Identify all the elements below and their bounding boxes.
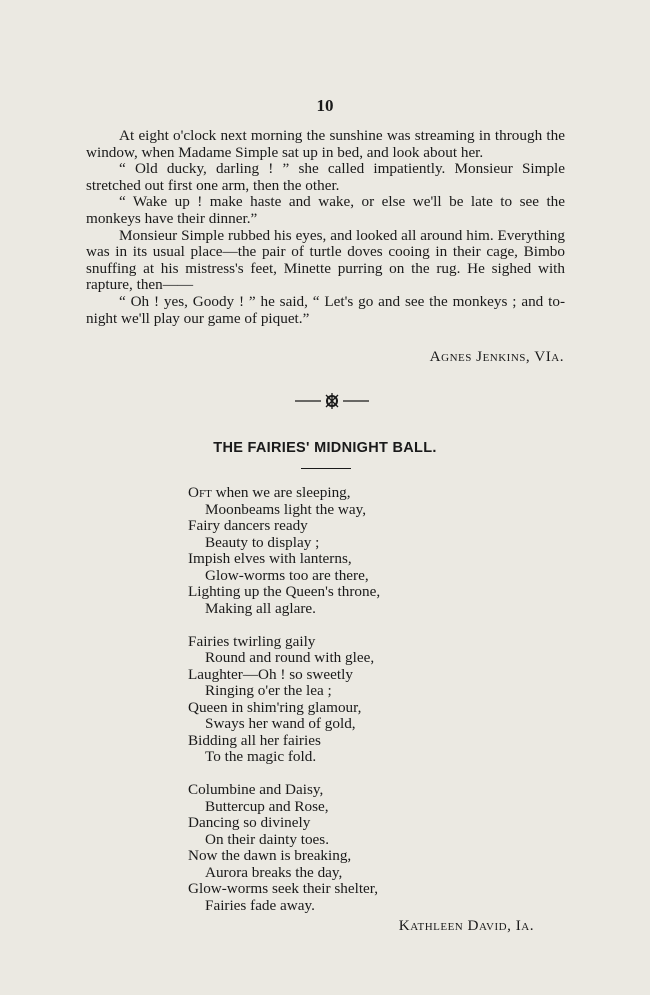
story-paragraph: “ Old ducky, darling ! ” she called impatiently. Monsieur Simple stretched out first one arm, then the other.	[86, 160, 565, 194]
poem-line: Now the dawn is breaking,	[188, 847, 352, 864]
poem-signature: Kathleen David, Ia.	[398, 917, 534, 934]
poem-line: Fairies twirling gaily	[188, 632, 316, 650]
poem-line: Fairy dancers ready	[188, 517, 308, 534]
poem-line: Glow-worms seek their shelter,	[188, 880, 379, 897]
poem-line: Dancing so divinely	[188, 814, 311, 831]
poem-body	[188, 485, 488, 931]
poem-line: Aurora breaks the day,	[205, 863, 343, 881]
poem-line: On their dainty toes.	[205, 830, 330, 848]
poem-line: Ringing o'er the lea ;	[205, 682, 332, 699]
poem-line: Fairies fade away.	[205, 896, 315, 914]
poem-line: Beauty to display ;	[205, 533, 320, 551]
ornament-divider-icon	[295, 392, 369, 410]
stanza	[188, 634, 488, 766]
stanza	[188, 782, 488, 914]
poem-line: Queen in shim'ring glamour,	[188, 698, 362, 716]
poem-line: Moonbeams light the way,	[205, 500, 366, 518]
poem-line: Sways her wand of gold,	[205, 715, 356, 732]
poem-line: Buttercup and Rose,	[205, 797, 329, 815]
poem-line: Glow-worms too are there,	[205, 566, 369, 584]
title-divider	[301, 468, 351, 469]
poem-line: Impish elves with lanterns,	[188, 550, 352, 567]
poem-title: THE FAIRIES' MIDNIGHT BALL.	[213, 440, 437, 456]
poem-line: Oft when we are sleeping,	[188, 484, 351, 501]
page-number: 10	[316, 96, 334, 115]
story-paragraph: Monsieur Simple rubbed his eyes, and looked all around him. Everything was in its usual place—the pair of turtle doves cooing in their cage, Bimbo snuffing at his mistress's feet, Minette purring on the rug. He sighed with rapture, then——	[86, 226, 565, 294]
poem-line: Lighting up the Queen's throne,	[188, 583, 381, 600]
poem-line: Laughter—Oh ! so sweetly	[188, 665, 353, 683]
stanza	[188, 485, 488, 617]
story-paragraph: At eight o'clock next morning the sunshine was streaming in through the window, when Madame Simple sat up in bed, and look about her.	[86, 127, 565, 161]
poem-line: Round and round with glee,	[205, 649, 375, 666]
story-text	[86, 128, 565, 327]
story-paragraph: “ Wake up ! make haste and wake, or else we'll be late to see the monkeys have their dinner.”	[86, 193, 565, 227]
drop-word: Oft	[188, 484, 212, 501]
story-signature: Agnes Jenkins, VIa.	[429, 348, 564, 365]
poem-line: Making all aglare.	[205, 599, 316, 617]
poem-line: To the magic fold.	[205, 748, 317, 765]
poem-line: Columbine and Daisy,	[188, 781, 324, 798]
story-paragraph: “ Oh ! yes, Goody ! ” he said, “ Let's go and see the monkeys ; and to-night we'll play our game of piquet.”	[86, 292, 565, 327]
poem-line: Bidding all her fairies	[188, 731, 321, 749]
